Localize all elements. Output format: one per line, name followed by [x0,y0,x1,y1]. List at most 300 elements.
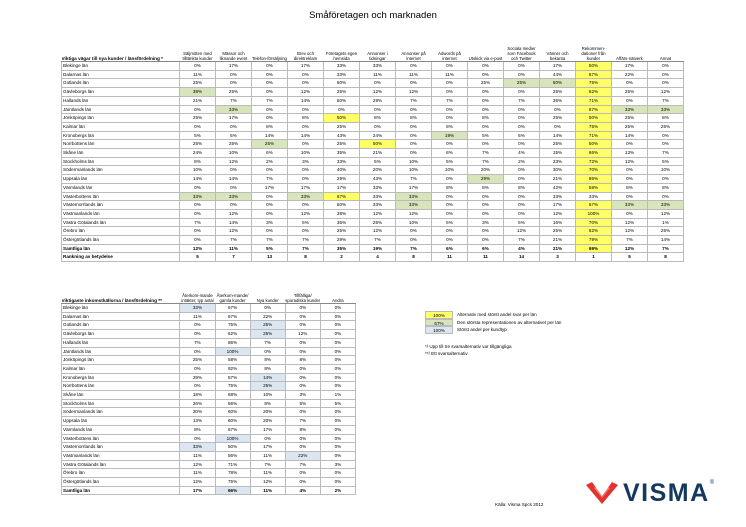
table-row [62,304,356,313]
table-cell: 0% [252,70,288,79]
table-cell: 19% [432,131,468,140]
table-cell: 12% [288,88,324,97]
table-cell: 36% [540,96,576,105]
row-label: Östergötlands län [62,478,180,487]
table-cell: 2 [324,253,360,262]
table-cell: 5% [285,399,320,408]
table-cell: 8% [648,114,684,123]
table-cell: 12% [288,209,324,218]
table-cell: 0% [252,105,288,114]
table-cell: 0% [252,227,288,236]
table-cell: 11% [250,469,285,478]
legend-item [425,319,561,327]
table-cell: 60% [215,408,250,417]
table-cell: 25% [250,382,285,391]
table-cell: 0% [288,175,324,184]
table-cell: 33% [324,62,360,71]
table-cell: 33% [396,192,432,201]
table-cell: 12% [612,218,648,227]
table-row [62,469,356,478]
table-cell: 5% [648,157,684,166]
table-cell: 25% [540,140,576,149]
table-cell: 12% [216,157,252,166]
table-cell: 13 [252,253,288,262]
table-cell: 42% [540,183,576,192]
table-cell: 0% [432,192,468,201]
table-row [62,192,684,201]
table-cell: 5% [180,131,216,140]
table-cell: 33% [288,192,324,201]
table-corner-label: Viktiga vägar till nya kunder / länsfördelning * [62,38,180,62]
table-cell: 12% [360,227,396,236]
legend-text: Alternativ med störst andel svar per län [457,312,537,317]
row-label: Skåne län [62,391,180,400]
row-label: Södermanlands län [62,166,180,175]
table-cell: 0% [504,140,540,149]
table-cell: 11% [180,451,215,460]
table-cell: 10% [180,166,216,175]
table-cell: 0% [320,469,355,478]
table-cell: 33% [612,201,648,210]
table-cell: 50% [324,96,360,105]
table-cell: 22% [612,70,648,79]
table-cell: 67% [576,105,612,114]
table-cell: 25% [324,227,360,236]
table-cell: 0% [504,209,540,218]
table-cell: 33% [180,304,215,313]
table-cell: 11% [250,451,285,460]
table-row [62,201,684,210]
table-cell: 25% [540,227,576,236]
registered-mark: ® [709,480,715,486]
table-cell: 0% [180,321,215,330]
table-cell: 0% [468,105,504,114]
table-cell: 33% [324,70,360,79]
table-cell: 12% [216,227,252,236]
table-row [62,183,684,192]
table-row [62,236,684,245]
table-cell: 7% [504,236,540,245]
table-cell: 10% [216,149,252,158]
table-cell: 4% [504,149,540,158]
column-header: Adwords på internet [432,38,468,62]
logo-wordmark: VISMA [623,478,710,507]
table-cell: 14% [648,236,684,245]
table-cell: 7% [504,96,540,105]
table-cell: 13% [612,149,648,158]
table-corner-label: Viktigaste inkomstkällorna / länsfördelning ** [62,267,180,304]
table-cell: 6% [432,218,468,227]
table-cell: 0% [252,209,288,218]
table-cell: 0% [216,166,252,175]
table-cell: 11 [468,253,504,262]
table-cell: 0% [180,434,215,443]
table-cell: 0% [396,131,432,140]
table-cell: 5 [612,253,648,262]
table-cell: 78% [215,469,250,478]
table-cell: 22% [285,451,320,460]
table-cell: 12% [540,209,576,218]
table-cell: 12% [360,209,396,218]
table-cell: 0% [252,88,288,97]
table-cell: 7% [252,175,288,184]
table-cell: 12% [612,157,648,166]
column-header: Annonser i tidningar [360,38,396,62]
table-cell: 25% [468,79,504,88]
table-cell: 20% [250,408,285,417]
table-cell: 0% [180,209,216,218]
table-cell: 0% [360,122,396,131]
table-cell: 5% [216,131,252,140]
table-cell: 12% [504,227,540,236]
table-cell: 0% [180,227,216,236]
table-cell: 17% [324,183,360,192]
table-cell: 0% [180,382,215,391]
table-cell: 25% [648,122,684,131]
row-label: Jämtlands län [62,105,180,114]
row-label: Uppsala län [62,175,180,184]
table-cell: 58% [576,183,612,192]
table-cell: 0% [612,166,648,175]
table-cell: 66% [576,149,612,158]
table-cell: 5% [468,131,504,140]
row-label: Västra Götalands län [62,218,180,227]
table-cell: 0% [324,105,360,114]
table-cell: 0% [252,114,288,123]
table-cell: 14% [216,175,252,184]
table-cell: 29% [324,236,360,245]
table-cell: 0% [612,209,648,218]
row-label: Samtliga län [62,244,180,253]
column-header: Återkom-mande intäkter, typ avtal [180,267,215,304]
table-cell: 0% [320,382,355,391]
table-row [62,460,356,469]
table-cell: 11% [360,70,396,79]
row-label: Kronobergs län [62,373,180,382]
table-cell: 7% [285,417,320,426]
table-cell: 8% [468,114,504,123]
row-label: Värmlands län [62,425,180,434]
table-cell: 25% [648,227,684,236]
legend-swatch: 67% [425,319,453,327]
table-cell: 0% [504,122,540,131]
legend-text: Störst andel per kundtyp [457,327,507,332]
column-header: Andra [320,267,355,304]
table-row [62,443,356,452]
column-header: Rekommen-dationer från kunder [576,38,612,62]
table-cell: 17% [250,443,285,452]
table-row [62,364,356,373]
row-label: Dalarnas län [62,312,180,321]
table-row [62,486,356,495]
table-cell: 6% [504,218,540,227]
table-cell: 0% [396,105,432,114]
table-cell: 14% [540,131,576,140]
row-label: Västmanlands län [62,209,180,218]
table-cell: 33% [360,62,396,71]
table-cell: 0% [396,122,432,131]
table-cell: 68% [215,391,250,400]
table-cell: 0% [432,201,468,210]
table-cell: 0% [468,201,504,210]
table-cell: 17% [612,62,648,71]
table-cell: 0% [216,70,252,79]
table-cell: 56% [215,451,250,460]
table-cell: 25% [612,122,648,131]
table-cell: 2% [320,486,355,495]
table-cell: 0% [468,122,504,131]
table-cell: 12% [285,330,320,339]
row-label: Stockholms län [62,157,180,166]
row-label: Jönköpings län [62,356,180,365]
table-cell: 25% [540,88,576,97]
table-cell: 25% [324,140,360,149]
table-cell: 17% [396,183,432,192]
table-cell: 0% [468,227,504,236]
table-cell: 33% [324,157,360,166]
table-cell: 8% [252,122,288,131]
table-cell: 25% [250,330,285,339]
row-label: Kalmar län [62,122,180,131]
row-label: Hallands län [62,338,180,347]
table-cell: 0% [504,105,540,114]
legend-swatch: 100% [425,311,453,319]
customer-channels-table [61,38,684,262]
table-cell: 33% [576,192,612,201]
table-cell: 0% [180,183,216,192]
table-cell: 0% [432,236,468,245]
row-label: Västra Götalands län [62,460,180,469]
table-cell: 57% [215,373,250,382]
table-row [62,131,684,140]
table-row [62,417,356,426]
table-cell: 21% [540,175,576,184]
table-row [62,425,356,434]
table-cell: 7% [432,96,468,105]
table-cell: 35% [324,149,360,158]
table-cell: 0% [285,443,320,452]
table-cell: 17% [288,183,324,192]
table-cell: 0% [285,304,320,313]
table-cell: 7% [285,460,320,469]
table-cell: 100% [576,209,612,218]
table-cell: 5 [180,253,216,262]
table-cell: 1% [320,391,355,400]
table-cell: 12% [216,209,252,218]
table-cell: 0% [504,201,540,210]
row-label: Stockholms län [62,399,180,408]
row-label: Blekinge län [62,62,180,71]
table-row [62,373,356,382]
table-cell: 11% [396,70,432,79]
table-cell: 0% [288,79,324,88]
table-cell: 7% [648,244,684,253]
table-cell: 8% [360,114,396,123]
table-cell: 75% [215,478,250,487]
table-cell: 0% [320,330,355,339]
table-cell: 0% [320,338,355,347]
table-cell: 0% [432,105,468,114]
row-label: Östergötlands län [62,236,180,245]
table-cell: 6% [432,244,468,253]
table-row [62,434,356,443]
visma-chevron-icon [585,482,619,504]
table-cell: 17% [216,62,252,71]
table-cell: 0% [648,131,684,140]
table-cell: 25% [540,114,576,123]
table-cell: 1 [576,253,612,262]
table-cell: 58% [215,356,250,365]
table-cell: 8% [250,356,285,365]
table-cell: 25% [180,79,216,88]
table-cell: 13% [180,417,215,426]
table-cell: 0% [285,373,320,382]
table-cell: 33% [360,201,396,210]
table-cell: 2% [504,157,540,166]
table-row [62,149,684,158]
table-cell: 33% [612,105,648,114]
table-cell: 12% [180,478,215,487]
table-cell: 7% [288,244,324,253]
table-cell: 0% [648,79,684,88]
table-cell: 14% [216,218,252,227]
table-cell: 0% [288,201,324,210]
table-cell: 8% [180,157,216,166]
row-label: Norrbottens län [62,140,180,149]
row-label: Gotlands län [62,79,180,88]
table-cell: 50% [324,79,360,88]
table-row [62,218,684,227]
table-cell: 71% [576,131,612,140]
table-cell: 75% [215,382,250,391]
visma-logo [585,478,714,508]
table-cell: 0% [612,96,648,105]
table-cell: 10% [648,166,684,175]
table-cell: 0% [432,140,468,149]
table-cell: 0% [320,434,355,443]
row-label: Gotlands län [62,321,180,330]
table-cell: 8% [285,425,320,434]
row-label: Rankning av betydelse [62,253,180,262]
table-cell: 0% [504,192,540,201]
table-cell: 1% [648,218,684,227]
table-cell: 25% [252,140,288,149]
column-header: Brev och direktreklam [288,38,324,62]
table-cell: 10% [396,157,432,166]
table-cell: 14% [250,373,285,382]
table-cell: 12% [612,227,648,236]
table-row [62,321,356,330]
table-cell: 17% [250,425,285,434]
row-label: Västernorrlands län [62,443,180,452]
table-cell: 14% [288,131,324,140]
table-cell: 0% [285,469,320,478]
table-cell: 20% [180,408,215,417]
table-cell: 12% [648,209,684,218]
table-cell: 0% [180,201,216,210]
table-cell: 7% [468,149,504,158]
row-label: Uppsala län [62,417,180,426]
column-header: Tillfälliga/ sporadiska kunder [285,267,320,304]
table-cell: 8% [396,114,432,123]
table-cell: 0% [648,62,684,71]
table-cell: 0% [468,192,504,201]
table-cell: 0% [320,425,355,434]
table-cell: 0% [320,347,355,356]
table-cell: 5% [504,131,540,140]
table-cell: 0% [216,79,252,88]
table-cell: 8% [250,364,285,373]
table-row [62,62,684,71]
table-cell: 71% [576,96,612,105]
table-cell: 33% [360,183,396,192]
table-cell: 0% [396,62,432,71]
table-cell: 0% [396,79,432,88]
table-cell: 66% [215,486,250,495]
table-cell: 11% [250,486,285,495]
table-cell: 50% [576,62,612,71]
legend-swatch: 100% [425,326,453,334]
table-cell: 0% [360,79,396,88]
table-cell: 25% [180,356,215,365]
table-cell: 0% [432,175,468,184]
source-note: Källa: Visma Spcs 2012 [495,502,544,507]
table-cell: 62% [215,330,250,339]
table-cell: 0% [432,79,468,88]
table-cell: 0% [288,105,324,114]
table-cell: 25% [324,122,360,131]
table-cell: 0% [285,347,320,356]
table-cell: 50% [324,114,360,123]
table-cell: 35% [324,244,360,253]
column-header: Nya kunder [250,267,285,304]
column-header: Mässor och liknande event [216,38,252,62]
table-cell: 25% [324,88,360,97]
table-cell: 24% [360,131,396,140]
table-cell: 33% [216,192,252,201]
table-cell: 6% [432,149,468,158]
table-cell: 0% [468,209,504,218]
table-cell: 0% [468,62,504,71]
table-cell: 3% [320,460,355,469]
row-label: Västerbottens län [62,192,180,201]
table-cell: 0% [320,356,355,365]
table-cell: 0% [320,451,355,460]
table-cell: 38% [324,209,360,218]
table-cell: 0% [180,122,216,131]
table-cell: 7% [250,460,285,469]
table-cell: 71% [215,460,250,469]
table-cell: 33% [360,192,396,201]
table-cell: 33% [540,192,576,201]
table-cell: 30% [540,166,576,175]
table-cell: 7% [180,338,215,347]
row-label: Örebro län [62,469,180,478]
table-cell: 21% [180,96,216,105]
column-header: Annonser på internet [396,38,432,62]
table-cell: 0% [252,62,288,71]
table-cell: 20% [250,417,285,426]
column-header: Säljmöten med tilltänkta kunder [180,38,216,62]
row-label: Södermanlands län [62,408,180,417]
table-cell: 0% [320,373,355,382]
table-cell: 25% [216,140,252,149]
color-legend [425,311,561,334]
table-row [62,105,684,114]
row-label: Värmlands län [62,183,180,192]
table-cell: 21% [360,149,396,158]
table-cell: 25% [360,218,396,227]
